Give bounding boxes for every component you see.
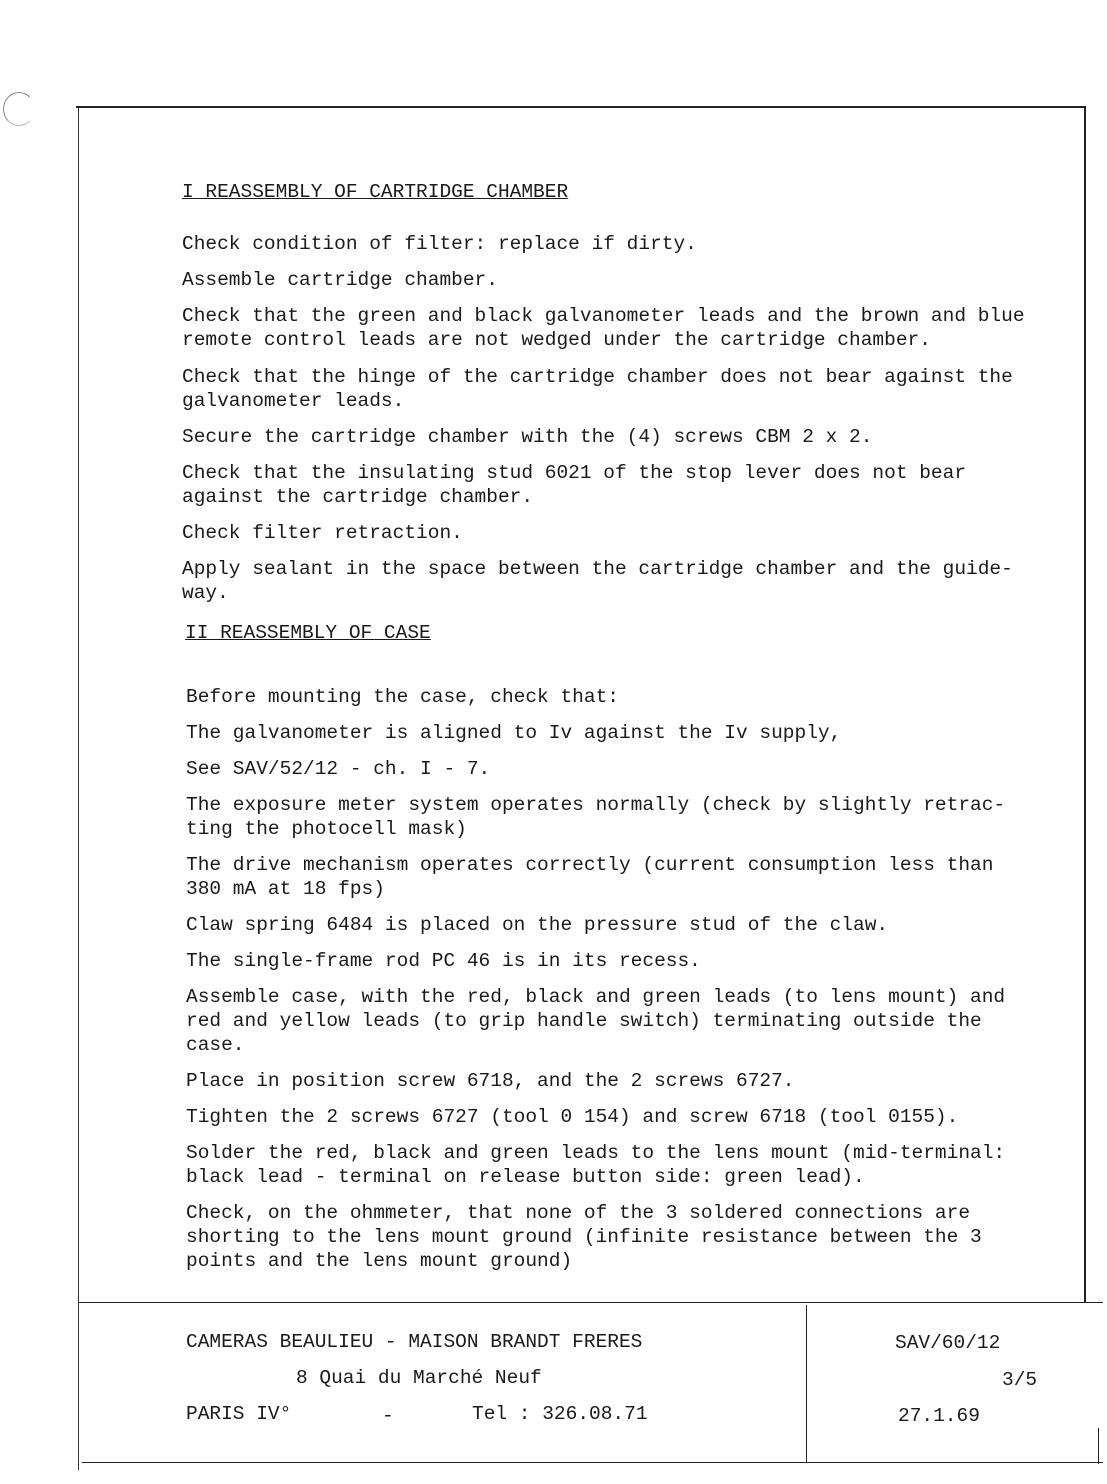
footer-city: PARIS IV°	[186, 1403, 292, 1425]
footer-right-tick	[1098, 1428, 1099, 1464]
footer-bottom-rule	[82, 1462, 1103, 1463]
s2-paragraph-4: The exposure meter system operates normally (check by slightly retrac- ting the photocell mask)	[186, 794, 1006, 840]
footer-top-rule	[78, 1302, 1103, 1303]
s2-paragraph-7: The single-frame rod PC 46 is in its recess.	[186, 950, 701, 972]
s1-paragraph-5: Secure the cartridge chamber with the (4) screws CBM 2 x 2.	[182, 426, 873, 448]
s2-paragraph-11: Solder the red, black and green leads to the lens mount (mid-terminal: black lead - terminal on release button side: green lead).	[186, 1142, 1006, 1188]
footer-phone: Tel : 326.08.71	[472, 1403, 648, 1425]
document-body	[182, 180, 1062, 1273]
s2-paragraph-12: Check, on the ohmmeter, that none of the 3 soldered connections are shorting to the lens mount ground (infinite resistance between the 3 points and the lens mount ground)	[186, 1202, 982, 1272]
s2-paragraph-3: See SAV/52/12 - ch. I - 7.	[186, 758, 491, 780]
frame-top-rule	[76, 106, 1086, 108]
punch-hole-mark	[3, 92, 35, 126]
footer-company: CAMERAS BEAULIEU - MAISON BRANDT FRERES	[186, 1331, 643, 1353]
s2-paragraph-6: Claw spring 6484 is placed on the pressure stud of the claw.	[186, 914, 889, 936]
s2-paragraph-2: The galvanometer is aligned to Iv against the Iv supply,	[186, 722, 842, 744]
frame-right-rule	[1084, 106, 1086, 1302]
s1-paragraph-3: Check that the green and black galvanometer leads and the brown and blue remote control leads are not wedged under the cartridge chamber.	[182, 305, 1025, 351]
footer-date: 27.1.69	[898, 1405, 980, 1427]
s1-paragraph-7: Check filter retraction.	[182, 522, 463, 544]
s1-paragraph-1: Check condition of filter: replace if dirty.	[182, 233, 697, 255]
footer-doc-ref: SAV/60/12	[895, 1332, 1001, 1354]
frame-left-rule	[78, 108, 79, 1470]
s2-paragraph-1: Before mounting the case, check that:	[186, 686, 619, 708]
footer-column-divider	[806, 1305, 807, 1462]
s2-paragraph-9: Place in position screw 6718, and the 2 screws 6727.	[186, 1070, 795, 1092]
s2-paragraph-10: Tighten the 2 screws 6727 (tool 0 154) and screw 6718 (tool 0155).	[186, 1106, 959, 1128]
s1-paragraph-6: Check that the insulating stud 6021 of the stop lever does not bear against the cartridge chamber.	[182, 462, 967, 508]
s1-paragraph-2: Assemble cartridge chamber.	[182, 269, 498, 291]
section-1-heading: I REASSEMBLY OF CARTRIDGE CHAMBER	[182, 181, 569, 203]
s2-paragraph-8: Assemble case, with the red, black and green leads (to lens mount) and red and yellow leads (to grip handle switch) terminating outside the case.	[186, 986, 1006, 1056]
footer-separator: -	[382, 1405, 394, 1427]
section-2-heading: II REASSEMBLY OF CASE	[185, 622, 431, 644]
s1-paragraph-8: Apply sealant in the space between the cartridge chamber and the guide- way.	[182, 558, 1013, 604]
s1-paragraph-4: Check that the hinge of the cartridge chamber does not bear against the galvanometer leads.	[182, 366, 1013, 412]
footer-page-number: 3/5	[1002, 1369, 1038, 1391]
footer-address: 8 Quai du Marché Neuf	[296, 1367, 542, 1389]
s2-paragraph-5: The drive mechanism operates correctly (current consumption less than 380 mA at 18 fps)	[186, 854, 994, 900]
